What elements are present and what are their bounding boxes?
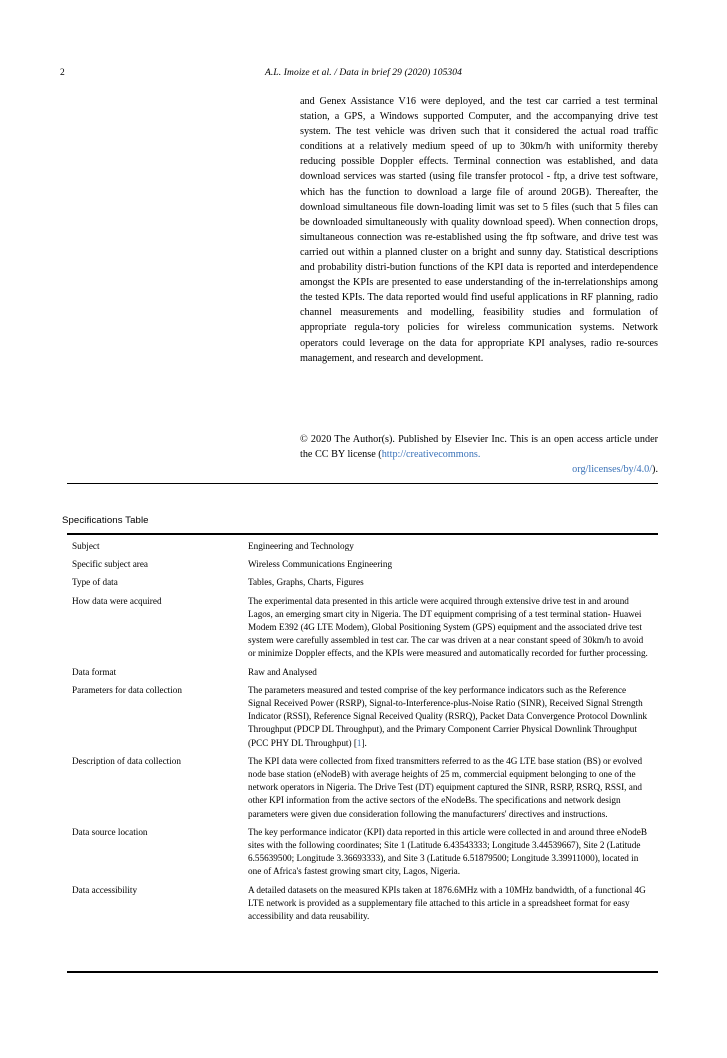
row-label: Type of data — [72, 577, 118, 588]
row-label: Subject — [72, 541, 100, 551]
table-row — [67, 595, 658, 666]
table-row — [67, 755, 658, 826]
row-value: Raw and Analysed — [248, 666, 317, 677]
row-value: Tables, Graphs, Charts, Figures — [248, 577, 364, 588]
page-number: 2 — [60, 68, 65, 78]
license-link-part2[interactable]: org/licenses/by/4.0/ — [572, 464, 653, 476]
abstract-text — [300, 94, 658, 366]
license-prefix: access article under the CC BY license ( — [300, 434, 658, 461]
abstract-paragraph: and Genex Assistance V16 were deployed, and the test car carried a test terminal station, a GPS, a Windows supported Computer, and the accompanying drive test system. The test vehicle was driven such that it considered the actual road traffic conditions at a relatively medium speed of up to 30km/h with uniformity thereby reducing possible Doppler effects. Terminal connection was established, and data download services was started (using file transfer protocol - ftp, a drive test software, which has the function to download a large file of around 20GB). Thereafter, the download simultaneous file down-loading limit was set to 5 files (such that 5 files can be downloaded simultaneously with quality download speed). When connection drops, simultaneous connection was re-established using the ftp software, and drive test was carried out within a planned cluster on a bright and sunny day. Statistical descriptions and probability distri-bution functions of the KPI data is reported and interdependence amongst the KPIs are presented to ease understanding of the in-terrelationships among the tested KPIs. The data reported would find useful applications in RF planning, radio channel measurements and modelling, feasibility studies and formulation of appropriate regula-tory policies for wireless communication systems. Network operators could leverage on the data for appropriate KPI analyses, radio re-sources management, and research and development. — [300, 96, 658, 364]
table-row — [67, 540, 658, 558]
journal-citation-line: A.L. Imoize et al. / Data in brief 29 (2020) 105304 — [265, 68, 462, 78]
row-label: Description of data collection — [72, 755, 181, 766]
row-label: Data format — [72, 666, 117, 677]
table-top-rule — [67, 533, 658, 535]
row-label: Data accessibility — [72, 884, 138, 895]
row-value: The KPI data were collected from fixed transmitters referred to as the 4G LTE base station (BS) or evolved node base station (eNodeB) with average heights of 25 m, commercial equipment belonging to one of the network operators in Nigeria. The Drive Test (DT) equipment captured the SINR, RSRP, RSRQ, RSSI, and other KPI information from the active sectors of the eNodeBs. The specifications and network design parameters were given due consideration following the manufacturers' directives and instructions. — [248, 755, 643, 819]
row-value: Engineering and Technology — [248, 541, 354, 551]
row-label: How data were acquired — [72, 595, 162, 606]
running-head — [60, 68, 667, 82]
row-value: The key performance indicator (KPI) data reported in this article were collected in and around three eNodeB sites with the following coordinates; Site 1 (Latitude 6.43543333; Longitude 3.44539667), Site 2 (Latitude 6.55639500; Longitude 3.36693333), and Site 3 (Latitude 6.51879500; Longitude 3.39911000), located in one of Africa's fastest growing smart city, Lagos, Nigeria. — [248, 826, 647, 877]
license-link-part1[interactable]: http://creativecommons. — [381, 449, 481, 461]
copyright-block — [300, 432, 658, 477]
table-row — [67, 666, 658, 684]
table-row — [67, 576, 658, 594]
row-label: Specific subject area — [72, 559, 149, 570]
table-row — [67, 884, 658, 929]
row-label: Parameters for data collection — [72, 684, 182, 695]
table-bottom-rule — [67, 971, 658, 973]
abstract-divider-rule — [67, 483, 658, 484]
row-value — [248, 684, 658, 755]
table-row — [67, 684, 658, 755]
row-value: Wireless Communications Engineering — [248, 559, 393, 570]
row-label: Data source location — [72, 826, 148, 837]
table-row — [67, 558, 658, 576]
reference-link[interactable]: 1 — [356, 737, 362, 748]
row-value: A detailed datasets on the measured KPIs taken at 1876.6MHz with a 10MHz bandwidth, of a functional 4G LTE network is provided as a supplementary file attached to this article in a spreadsheet format for easy accessibility and data reusability. — [248, 884, 646, 922]
specifications-table — [67, 540, 658, 928]
specifications-table-title: Specifications Table — [62, 515, 149, 526]
license-suffix: ). — [652, 464, 658, 476]
table-row — [67, 826, 658, 884]
row-value-text: The parameters measured and tested comprise of the key performance indicators such as the Reference Signal Received Power (RSRP), Signal-to-Interference-plus-Noise Ratio (SINR), Received Signal Strength Indicator (RSSI), Reference Signal Received Quality (RSRQ), Packet Data Convergence Protocol Downlink Throughput (PDCP DL Throughput), and the Primary Component Carrier Physical Downlink Throughput (PCC PHY DL Throughput) [1]. — [248, 684, 648, 748]
row-value: The experimental data presented in this article were acquired through extensive drive test in and around Lagos, an emerging smart city in Nigeria. The DT equipment comprising of a test terminal station- Huawei Modem E392 (4G LTE Modem), Global Positioning System (GPS) equipment and the associated drive test system were carefully assembled in test car. The car was driven at a near constant speed of 30km/h to avoid or minimize Doppler effects, and the KPIs were measured and automatically recorded for further processing. — [248, 595, 648, 659]
copyright-line: © 2020 The Author(s). Published by Elsevier Inc. This is an open — [300, 434, 574, 445]
